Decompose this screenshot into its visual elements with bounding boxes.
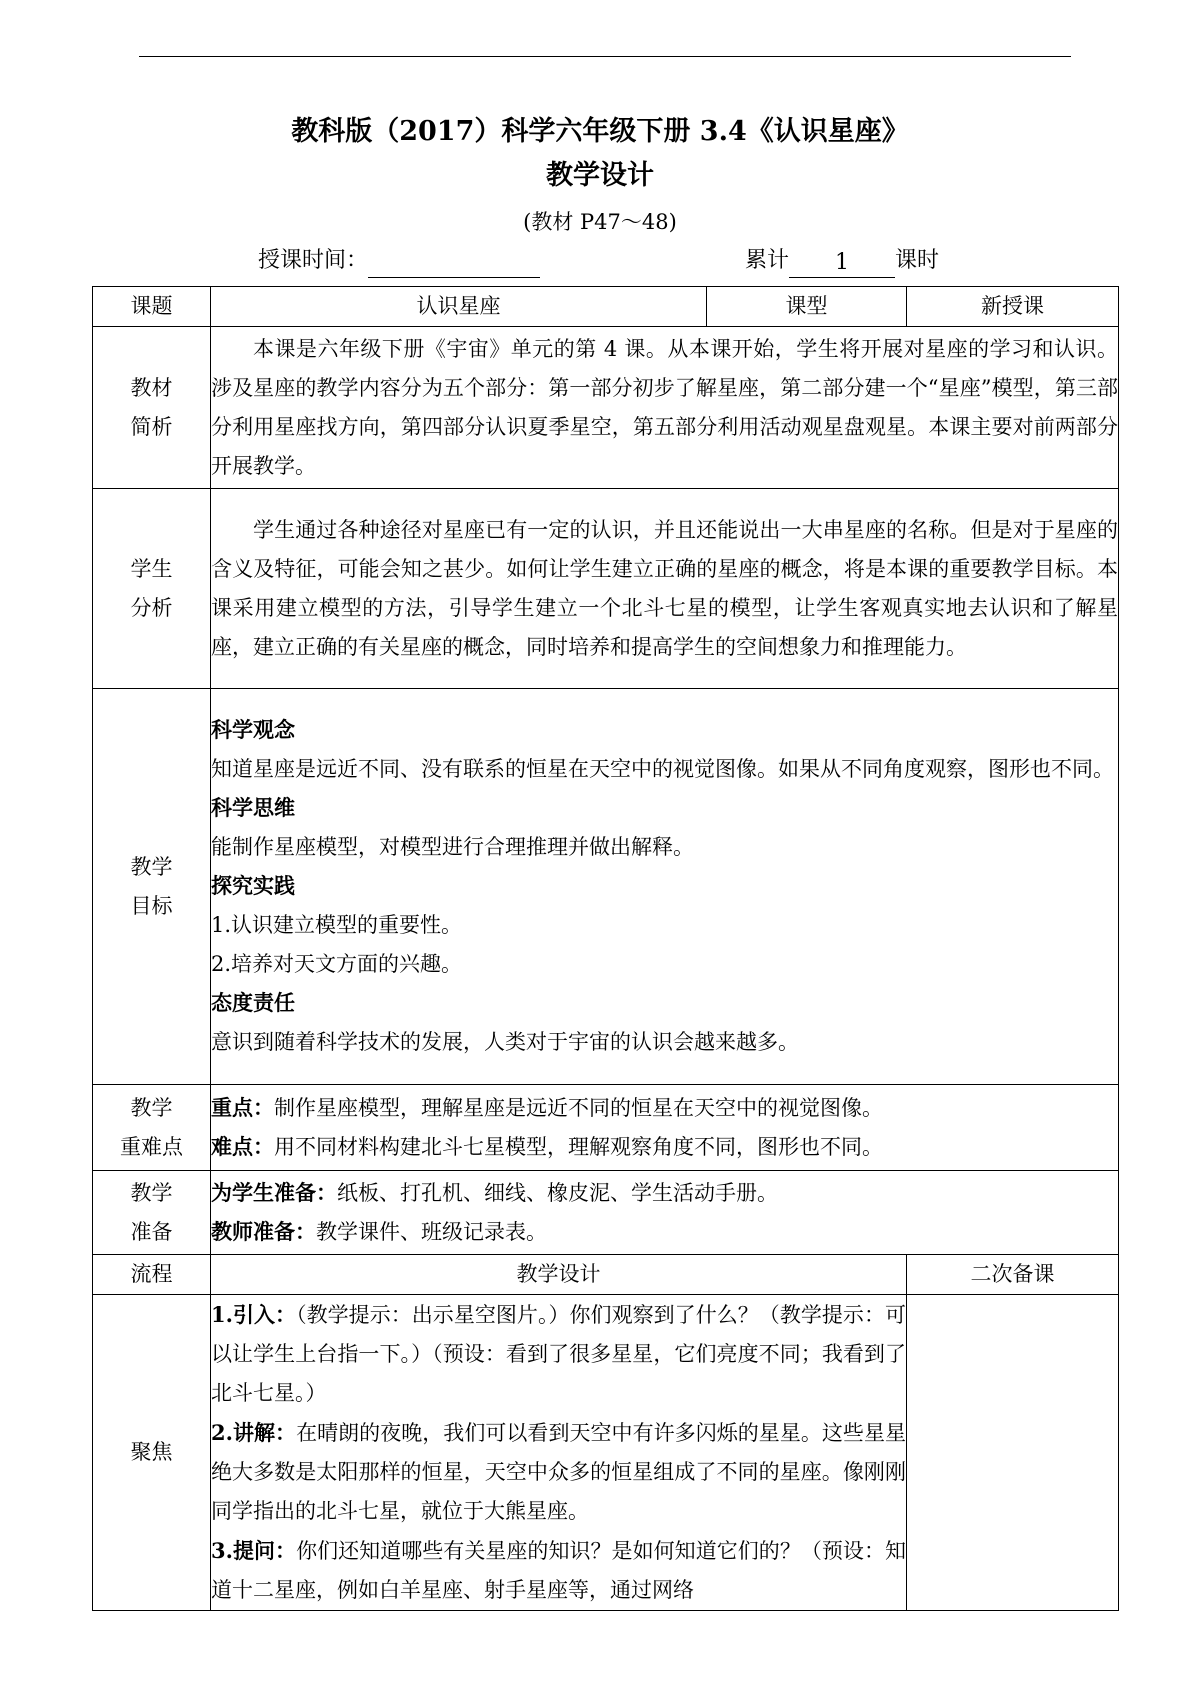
preparation-label-line1: 教学 <box>130 1180 173 1205</box>
textbook-analysis-label-line1: 教材 <box>130 375 173 400</box>
preparation-row <box>93 1171 1119 1255</box>
focus-line <box>211 1089 1118 1128</box>
lesson-count-prefix: 累计 <box>745 248 790 273</box>
difficulty-label: 难点： <box>211 1134 274 1159</box>
step-intro-label: 1.引入： <box>211 1302 297 1327</box>
textbook-analysis-text: 本课是六年级下册《宇宙》单元的第 4 课。从本课开始，学生将开展对星座的学习和认识。涉及星座的教学内容分为五个部分：第一部分初步了解星座，第二部分建一个“星座”模型，第三部分利用星座找方向，第四部分认识夏季星空，第五部分利用活动观星盘观星。本课主要对前两部分开展教学。 <box>211 327 1119 489</box>
lesson-time-blank <box>368 251 540 278</box>
step-question-text: 你们还知道哪些有关星座的知识？是如何知道它们的？（预设：知道十二星座，例如白羊星座、射手星座等，通过网络 <box>211 1539 906 1602</box>
lesson-time <box>258 244 540 278</box>
secondary-prep-cell[interactable] <box>907 1295 1119 1611</box>
secondary-prep-header: 二次备课 <box>907 1255 1119 1295</box>
student-prep-label: 为学生准备： <box>211 1180 337 1205</box>
objectives-label-line2: 目标 <box>130 893 173 918</box>
preparation-label <box>93 1171 211 1255</box>
teacher-prep-label: 教师准备： <box>211 1219 316 1244</box>
step-intro <box>211 1295 906 1413</box>
header-rule <box>139 56 1071 57</box>
practice-item: 1.认识建立模型的重要性。 <box>211 913 463 937</box>
textbook-analysis-row <box>93 327 1119 489</box>
lesson-count-value: 1 <box>789 249 895 278</box>
step-explain <box>211 1413 906 1531</box>
concept-text: 知道星座是远近不同、没有联系的恒星在天空中的视觉图像。如果从不同角度观察，图形也不同。 <box>211 757 1114 781</box>
practice-heading: 探究实践 <box>211 874 295 898</box>
step-explain-label: 2.讲解： <box>211 1420 297 1445</box>
thinking-text: 能制作星座模型，对模型进行合理推理并做出解释。 <box>211 835 694 859</box>
student-prep-text: 纸板、打孔机、细线、橡皮泥、学生活动手册。 <box>337 1180 778 1205</box>
preparation-content <box>211 1171 1119 1255</box>
focus-stage-label: 聚焦 <box>93 1295 211 1611</box>
topic-label: 课题 <box>93 287 211 327</box>
lesson-plan-table <box>92 286 1119 1611</box>
step-explain-text: 在晴朗的夜晚，我们可以看到天空中有许多闪烁的星星。这些星星绝大多数是太阳那样的恒星，天空中众多的恒星组成了不同的星座。像刚刚同学指出的北斗七星，就位于大熊星座。 <box>211 1421 906 1523</box>
textbook-analysis-label <box>93 327 211 489</box>
objectives-label-line1: 教学 <box>130 854 173 879</box>
student-analysis-label-line1: 学生 <box>130 556 173 581</box>
preparation-label-line2: 准备 <box>130 1219 173 1244</box>
focus-stage-row <box>93 1295 1119 1611</box>
lesson-count-suffix: 课时 <box>895 248 940 273</box>
key-points-label-line2: 重难点 <box>120 1134 183 1159</box>
key-points-content <box>211 1085 1119 1171</box>
objectives-content <box>211 689 1119 1085</box>
key-points-label <box>93 1085 211 1171</box>
design-header: 教学设计 <box>211 1255 907 1295</box>
topic-row <box>93 287 1119 327</box>
student-prep-line <box>211 1174 1118 1213</box>
student-analysis-row <box>93 489 1119 689</box>
document-subtitle: 教学设计 <box>546 160 654 191</box>
step-intro-text: （教学提示：出示星空图片。）你们观察到了什么？（教学提示：可以让学生上台指一下。）（预设：看到了很多星星，它们亮度不同；我看到了北斗七星。） <box>211 1303 906 1405</box>
teacher-prep-text: 教学课件、班级记录表。 <box>316 1219 547 1244</box>
focus-text: 制作星座模型，理解星座是远近不同的恒星在天空中的视觉图像。 <box>274 1095 883 1120</box>
process-header-row <box>93 1255 1119 1295</box>
lesson-count <box>745 244 939 278</box>
student-analysis-text: 学生通过各种途径对星座已有一定的认识，并且还能说出一大串星座的名称。但是对于星座的含义及特征，可能会知之甚少。如何让学生建立正确的星座的概念，将是本课的重要教学目标。本课采用建立模型的方法，引导学生建立一个北斗七星的模型，让学生客观真实地去认识和了解星座，建立正确的有关星座的概念，同时培养和提高学生的空间想象力和推理能力。 <box>211 489 1119 689</box>
step-question-label: 3.提问： <box>211 1538 297 1563</box>
attitude-text: 意识到随着科学技术的发展，人类对于宇宙的认识会越来越多。 <box>211 1030 799 1054</box>
flow-header: 流程 <box>93 1255 211 1295</box>
step-question <box>211 1531 906 1610</box>
lesson-type-value: 新授课 <box>907 287 1119 327</box>
attitude-heading: 态度责任 <box>211 991 295 1015</box>
focus-stage-content <box>211 1295 907 1611</box>
teacher-prep-line <box>211 1213 1118 1252</box>
focus-label: 重点： <box>211 1095 274 1120</box>
key-points-row <box>93 1085 1119 1171</box>
key-points-label-line1: 教学 <box>130 1095 173 1120</box>
difficulty-line <box>211 1128 1118 1167</box>
lesson-time-label: 授课时间： <box>258 248 369 273</box>
document-title: 教科版（2017）科学六年级下册 3.4《认识星座》 <box>291 116 909 147</box>
textbook-pages: (教材 P47～48) <box>523 210 677 234</box>
concept-heading: 科学观念 <box>211 718 295 742</box>
difficulty-text: 用不同材料构建北斗七星模型，理解观察角度不同，图形也不同。 <box>274 1134 883 1159</box>
thinking-heading: 科学思维 <box>211 796 295 820</box>
objectives-label <box>93 689 211 1085</box>
lesson-type-label: 课型 <box>707 287 907 327</box>
topic-value: 认识星座 <box>211 287 707 327</box>
student-analysis-label <box>93 489 211 689</box>
textbook-analysis-label-line2: 简析 <box>130 414 173 439</box>
objectives-row <box>93 689 1119 1085</box>
practice-item: 2.培养对天文方面的兴趣。 <box>211 952 463 976</box>
student-analysis-label-line2: 分析 <box>130 595 173 620</box>
